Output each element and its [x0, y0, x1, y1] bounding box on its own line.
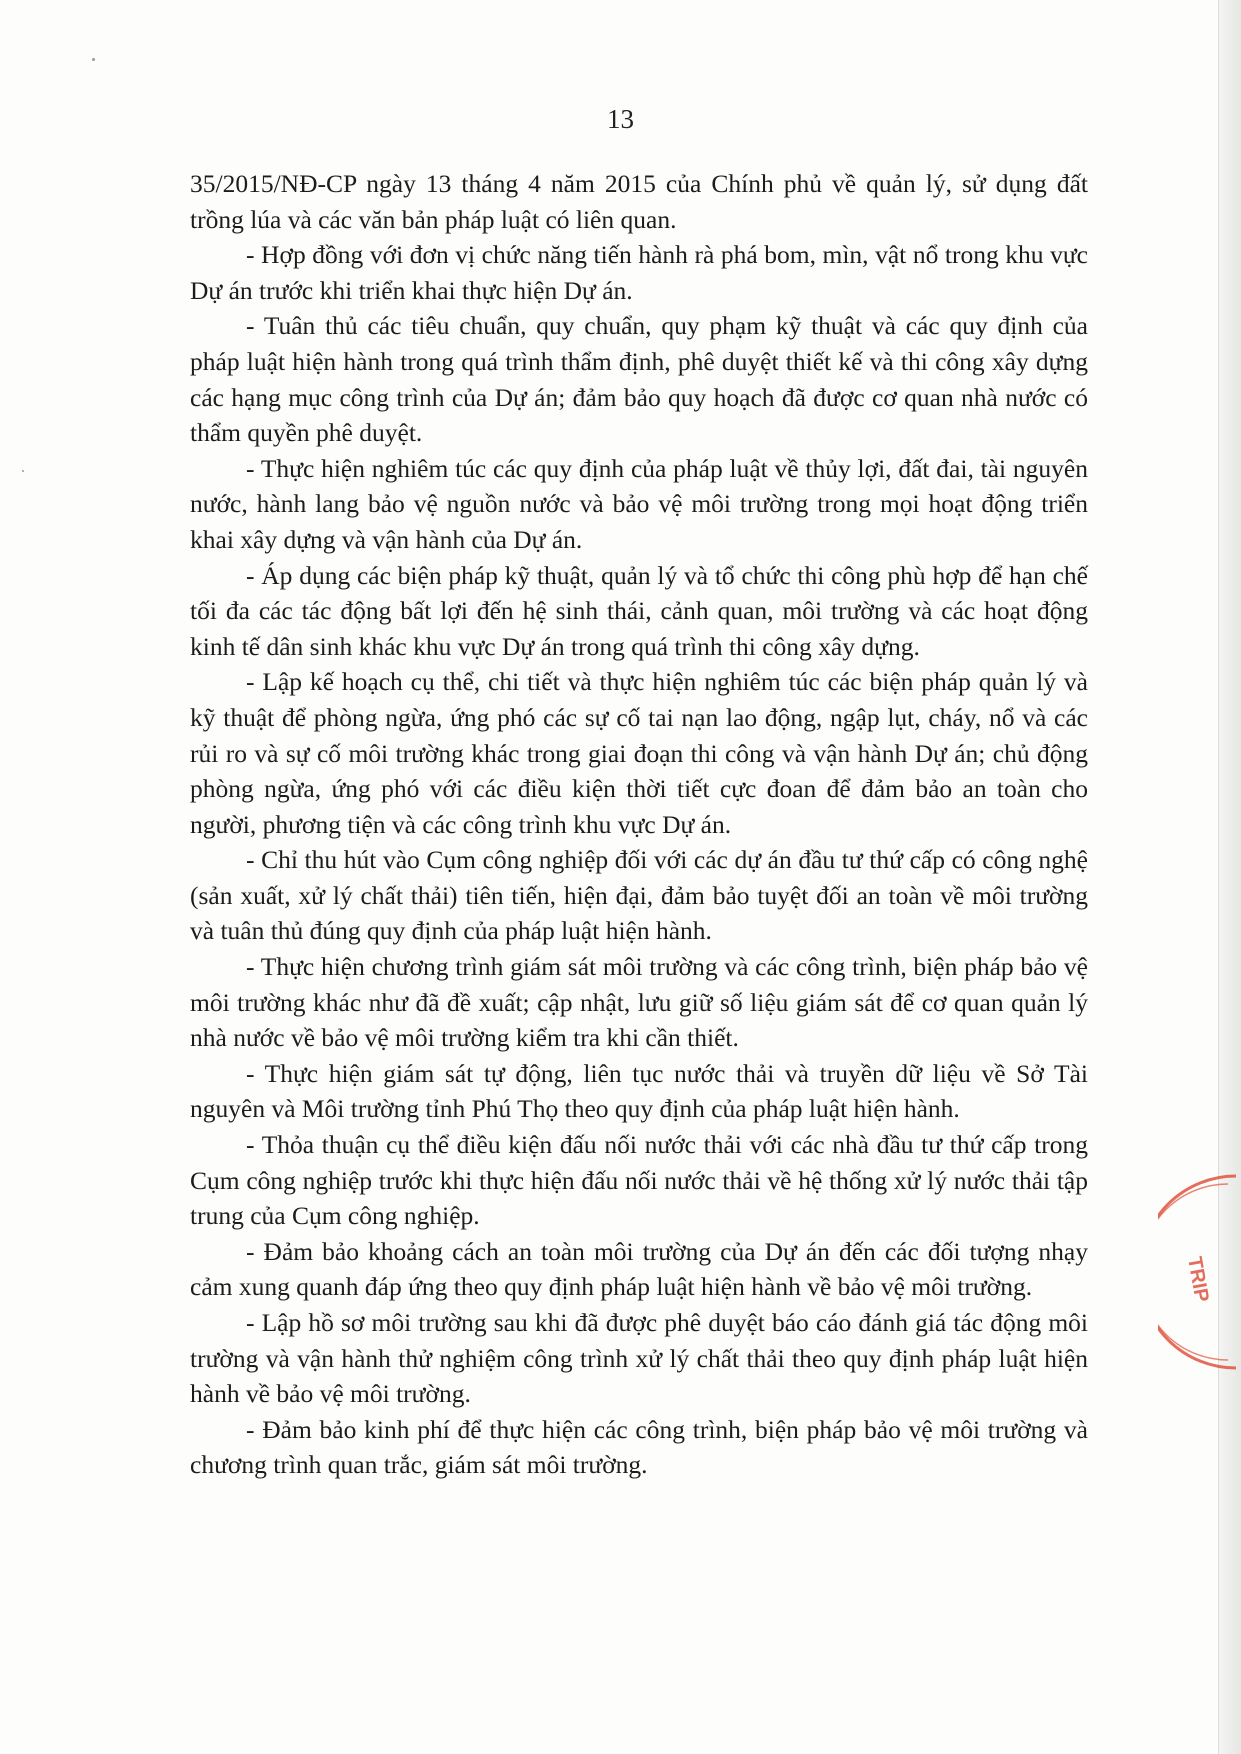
paragraph: - Thỏa thuận cụ thể điều kiện đấu nối nước thải với các nhà đầu tư thứ cấp trong Cụm công nghiệp trước khi thực hiện đấu nối nước thải về hệ thống xử lý nước thải tập trung của Cụm công nghiệp. — [190, 1130, 1088, 1231]
paragraph: - Đảm bảo khoảng cách an toàn môi trường của Dự án đến các đối tượng nhạy cảm xung quanh đáp ứng theo quy định pháp luật hiện hành về bảo vệ môi trường. — [190, 1236, 1088, 1302]
scan-speck — [92, 58, 95, 61]
paragraph: - Đảm bảo kinh phí để thực hiện các công trình, biện pháp bảo vệ môi trường và chương trình quan trắc, giám sát môi trường. — [190, 1414, 1088, 1480]
scan-speck — [22, 470, 24, 472]
page-edge — [1218, 0, 1241, 1754]
paragraph: - Chỉ thu hút vào Cụm công nghiệp đối với các dự án đầu tư thứ cấp có công nghệ (sản xuất, xử lý chất thải) tiên tiến, hiện đại, đảm bảo tuyệt đối an toàn về môi trường và tuân thủ đúng quy định của pháp luật hiện hành. — [190, 845, 1088, 946]
paragraph: - Lập kế hoạch cụ thể, chi tiết và thực hiện nghiêm túc các biện pháp quản lý và kỹ thuật để phòng ngừa, ứng phó các sự cố tai nạn lao động, ngập lụt, cháy, nổ và các rủi ro và sự cố môi trường khác trong giai đoạn thi công và vận hành Dự án; chủ động phòng ngừa, ứng phó với các điều kiện thời tiết cực đoan để đảm bảo an toàn cho người, phương tiện và các công trình khu vực Dự án. — [190, 667, 1088, 839]
paragraph: - Thực hiện giám sát tự động, liên tục nước thải và truyền dữ liệu về Sở Tài nguyên và Môi trường tỉnh Phú Thọ theo quy định của pháp luật hiện hành. — [190, 1058, 1088, 1124]
red-seal-stamp — [1158, 1168, 1241, 1378]
paragraph: - Thực hiện chương trình giám sát môi trường và các công trình, biện pháp bảo vệ môi trường khác như đã đề xuất; cập nhật, lưu giữ số liệu giám sát để cơ quan quản lý nhà nước về bảo vệ môi trường kiểm tra khi cần thiết. — [190, 952, 1088, 1053]
paragraph: 35/2015/NĐ-CP ngày 13 tháng 4 năm 2015 của Chính phủ về quản lý, sử dụng đất trồng lúa và các văn bản pháp luật có liên quan. — [190, 169, 1088, 234]
paragraph: - Áp dụng các biện pháp kỹ thuật, quản lý và tổ chức thi công phù hợp để hạn chế tối đa các tác động bất lợi đến hệ sinh thái, cảnh quan, môi trường và các hoạt động kinh tế dân sinh khác khu vực Dự án trong quá trình thi công xây dựng. — [190, 560, 1088, 661]
paragraph: - Hợp đồng với đơn vị chức năng tiến hành rà phá bom, mìn, vật nổ trong khu vực Dự án trước khi triển khai thực hiện Dự án. — [190, 240, 1088, 305]
page-number: 13 — [607, 104, 634, 134]
paragraph: - Tuân thủ các tiêu chuẩn, quy chuẩn, quy phạm kỹ thuật và các quy định của pháp luật hiện hành trong quá trình thẩm định, phê duyệt thiết kế và thi công xây dựng các hạng mục công trình của Dự án; đảm bảo quy hoạch đã được cơ quan nhà nước có thẩm quyền phê duyệt. — [190, 311, 1088, 448]
stamp-text: TRIP — [1183, 1255, 1213, 1304]
document-body — [190, 166, 1088, 1483]
paragraph: - Thực hiện nghiêm túc các quy định của pháp luật về thủy lợi, đất đai, tài nguyên nước, hành lang bảo vệ nguồn nước và bảo vệ môi trường trong mọi hoạt động triển khai xây dựng và vận hành của Dự án. — [190, 453, 1088, 554]
paragraph: - Lập hồ sơ môi trường sau khi đã được phê duyệt báo cáo đánh giá tác động môi trường và vận hành thử nghiệm công trình xử lý chất thải theo quy định pháp luật hiện hành về bảo vệ môi trường. — [190, 1308, 1088, 1409]
